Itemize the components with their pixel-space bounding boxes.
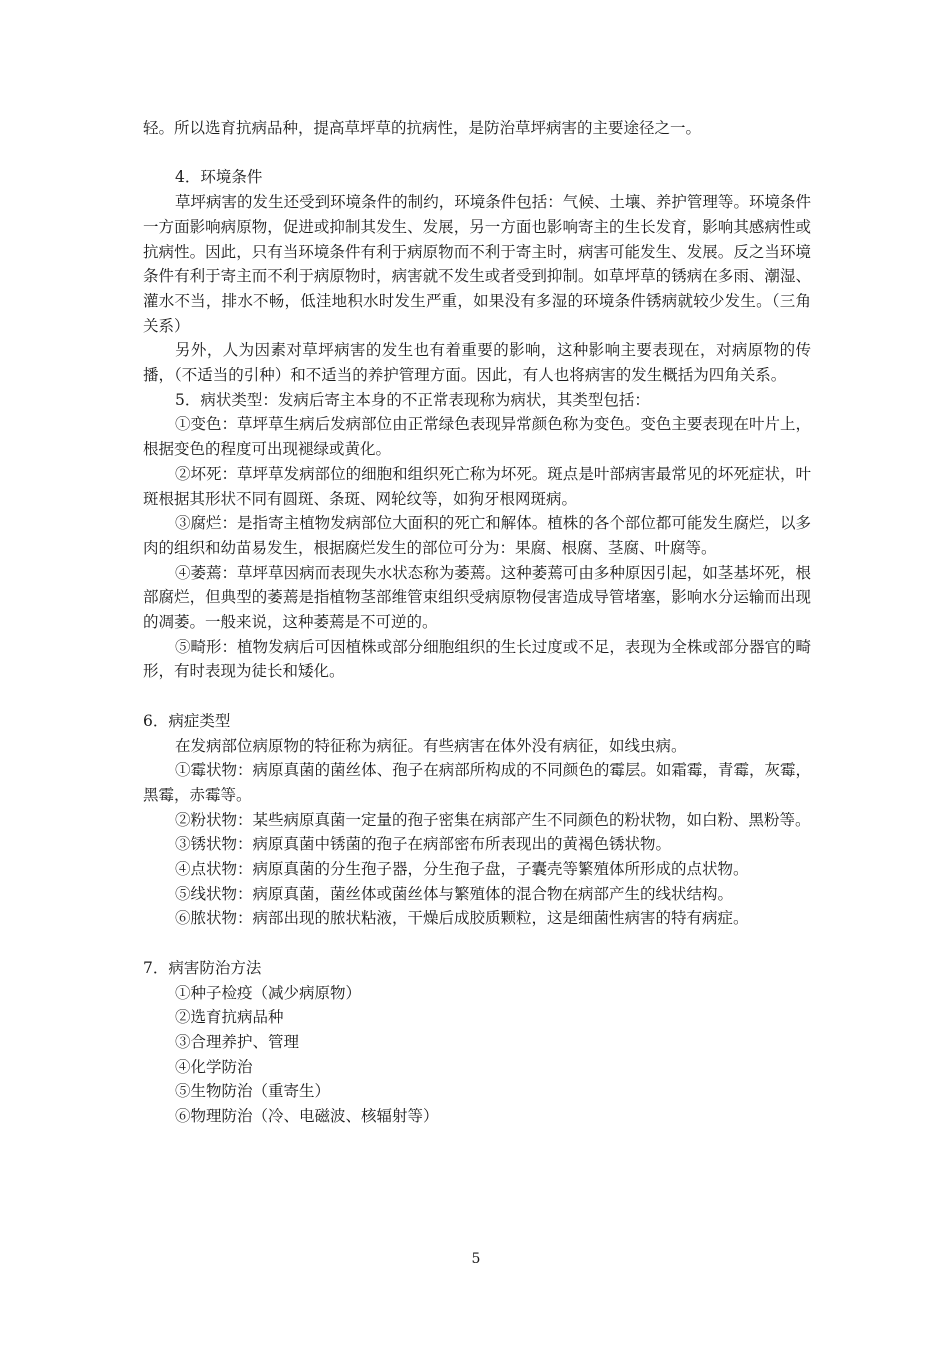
item-malformation: ⑤畸形：植物发病后可因植株或部分细胞组织的生长过度或不足，表现为全株或部分器官的畸形，有时表现为徒长和矮化。 (143, 637, 811, 681)
item-physical-control: ⑥物理防治（冷、电磁波、核辐射等） (175, 1107, 439, 1126)
item-threads: ⑤线状物：病原真菌，菌丝体或菌丝体与繁殖体的混合物在病部产生的线状结构。 (175, 884, 734, 903)
heading-symptom-types: 5．病状类型：发病后寄主本身的不正常表现称为病状，其类型包括： (175, 390, 650, 409)
page-content (143, 116, 811, 1129)
paragraph-continuation: 轻。所以选育抗病品种，提高草坪草的抗病性，是防治草坪病害的主要途径之一。 (143, 119, 702, 137)
paragraph-environment: 草坪病害的发生还受到环境条件的制约，环境条件包括：气候、土壤、养护管理等。环境条件一方面影响病原物，促进或抑制其发生、发展，另一方面也影响寄主的生长发育，影响其感病性或抗病性。因此，只有当环境条件有利于病原物而不利于寄主时，病害可能发生、发展。反之当环境条件有利于寄主而不利于病原物时，病害就不发生或者受到抑制。如草坪草的锈病在多雨、潮湿、灌水不当，排水不畅，低洼地积水时发生严重，如果没有多湿的环境条件锈病就较少发生。（三角关系） (143, 193, 811, 335)
item-maintenance: ③合理养护、管理 (175, 1032, 300, 1051)
item-necrosis: ②坏死：草坪草发病部位的细胞和组织死亡称为坏死。斑点是叶部病害最常见的坏死症状，叶斑根据其形状不同有圆斑、条斑、网轮纹等，如狗牙根网斑病。 (143, 464, 811, 508)
item-wilt: ④萎蔫：草坪草因病而表现失水状态称为萎蔫。这种萎蔫可由多种原因引起，如茎基坏死，根部腐烂，但典型的萎蔫是指植物茎部维管束组织受病原物侵害造成导管堵塞，影响水分运输而出现的凋萎。一般来说，这种萎蔫是不可逆的。 (143, 563, 811, 632)
item-discoloration: ①变色：草坪草生病后发病部位由正常绿色表现异常颜色称为变色。变色主要表现在叶片上，根据变色的程度可出现褪绿或黄化。 (143, 415, 811, 459)
paragraph-human-factors: 另外，人为因素对草坪病害的发生也有着重要的影响，这种影响主要表现在，对病原物的传播，（不适当的引种）和不适当的养护管理方面。因此，有人也将病害的发生概括为四角关系。 (143, 341, 811, 385)
item-pus: ⑥脓状物：病部出现的脓状粘液，干燥后成胶质颗粒，这是细菌性病害的特有病症。 (175, 909, 749, 928)
heading-sign-types: 6．病症类型 (143, 711, 231, 730)
item-chemical-control: ④化学防治 (175, 1057, 253, 1076)
page-number: 5 (471, 1251, 481, 1267)
item-rust: ③锈状物：病原真菌中锈菌的孢子在病部密布所表现出的黄褐色锈状物。 (175, 835, 672, 854)
item-biological-control: ⑤生物防治（重寄生） (175, 1082, 331, 1101)
item-mildew: ①霉状物：病原真菌的菌丝体、孢子在病部所构成的不同颜色的霉层。如霜霉，青霉，灰霉，黑霉，赤霉等。 (143, 761, 811, 804)
item-resistant-varieties: ②选育抗病品种 (175, 1008, 284, 1027)
paragraph-sign-definition: 在发病部位病原物的特征称为病征。有些病害在体外没有病征，如线虫病。 (175, 736, 687, 755)
item-dots: ④点状物：病原真菌的分生孢子器，分生孢子盘，子囊壳等繁殖体所形成的点状物。 (175, 860, 749, 879)
item-seed-quarantine: ①种子检疫（减少病原物） (175, 983, 362, 1002)
heading-control-methods: 7．病害防治方法 (143, 958, 262, 977)
item-rot: ③腐烂：是指寄主植物发病部位大面积的死亡和解体。植株的各个部位都可能发生腐烂，以多肉的组织和幼苗易发生，根据腐烂发生的部位可分为：果腐、根腐、茎腐、叶腐等。 (143, 514, 811, 557)
item-powder: ②粉状物：某些病原真菌一定量的孢子密集在病部产生不同颜色的粉状物，如白粉、黑粉等。 (175, 810, 811, 829)
heading-environment-conditions: 4．环境条件 (175, 168, 263, 187)
